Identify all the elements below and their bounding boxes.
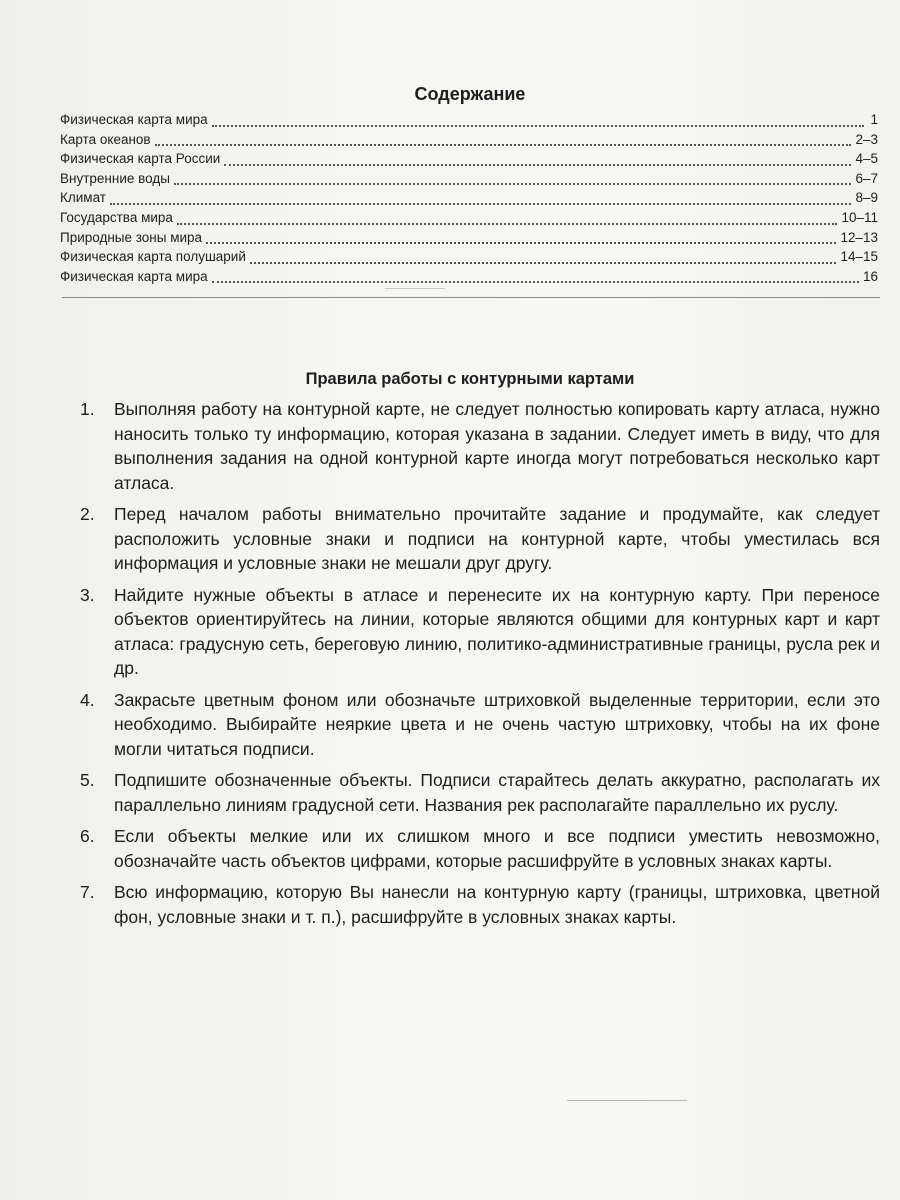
toc-item-page: 4–5: [855, 151, 878, 167]
rule-number: 6.: [80, 826, 95, 846]
toc-item-label: Физическая карта полушарий: [60, 249, 246, 265]
toc-item-page: 6–7: [855, 170, 878, 186]
rule-text: Перед началом работы внимательно прочитайте задание и продумайте, как следует расположить условные знаки и подписи на контурной карте, чтобы уместилась вся информация и условные знаки не мешали друг другу.: [114, 504, 880, 573]
toc-item-label: Физическая карта мира: [60, 268, 208, 284]
rule-text: Всю информацию, которую Вы нанесли на контурную карту (границы, штриховка, цветной фон, условные знаки и т. п.), расшифруйте в условных знаках карты.: [114, 882, 880, 927]
toc-leader-dots: [174, 183, 852, 185]
toc-row: [60, 249, 878, 269]
toc-leader-dots: [110, 203, 852, 205]
toc-title: Содержание: [414, 84, 526, 104]
toc-row: [60, 151, 878, 171]
rule-item: [80, 880, 880, 929]
toc-leader-dots: [224, 164, 851, 166]
toc-item-page: 1: [870, 112, 878, 127]
toc-row: [60, 190, 878, 210]
rule-text: Если объекты мелкие или их слишком много и все подписи уместить невозможно, обозначайте часть объектов цифрами, которые расшифруйте в условных знаках карты.: [114, 826, 880, 871]
rule-number: 4.: [80, 689, 95, 710]
toc-item-page: 16: [862, 268, 878, 284]
toc-item-label: Климат: [60, 190, 106, 206]
toc-leader-dots: [155, 144, 852, 146]
toc-item-label: Внутренние воды: [60, 170, 170, 186]
page-smudge: [385, 288, 445, 289]
toc-leader-dots: [212, 281, 859, 283]
rule-text: Выполняя работу на контурной карте, не следует полностью копировать карту атласа, нужно наносить только ту информацию, которая указана в задании. Следует иметь в виду, что для выполнения задания на одной контурной карте иногда могут потребоваться несколько карт атласа.: [114, 399, 880, 493]
rule-item: [80, 768, 880, 817]
toc-row: [60, 112, 878, 132]
toc-row: [60, 230, 878, 250]
rule-number: 1.: [80, 399, 95, 419]
toc-item-page: 10–11: [841, 209, 878, 225]
section-divider: [62, 297, 880, 298]
toc-leader-dots: [177, 223, 838, 225]
toc-item-label: Физическая карта России: [60, 151, 221, 167]
toc-item-page: 14–15: [840, 249, 878, 265]
toc-item-label: Физическая карта мира: [60, 112, 208, 127]
rule-text: Закрасьте цветным фоном или обозначьте штриховкой выделенные территории, если это необходимо. Выбирайте неяркие цвета и не очень частую штриховку, чтобы на их фоне могли читаться подписи.: [114, 689, 880, 759]
toc-row: [60, 171, 878, 191]
toc-item-page: 8–9: [855, 190, 878, 206]
toc-item-label: Государства мира: [60, 209, 173, 225]
rules-list: [80, 397, 880, 936]
rule-item: [80, 583, 880, 681]
page-smudge: [567, 1100, 687, 1101]
rule-item: [80, 502, 880, 576]
rule-item: [80, 824, 880, 873]
toc-row: [60, 210, 878, 230]
rule-text: Найдите нужные объекты в атласе и перенесите их на контурную карту. При переносе объектов ориентируйтесь на линии, которые являются общими для контурных карт и карт атласа: градусную сеть, береговую линию, политико-административные границы, русла рек и др.: [114, 584, 880, 678]
toc-item-page: 12–13: [840, 229, 878, 245]
rules-title: Правила работы с контурными картами: [305, 370, 635, 388]
rule-number: 2.: [80, 504, 95, 524]
rule-number: 3.: [80, 584, 95, 605]
toc-row: [60, 132, 878, 152]
toc-item-label: Природные зоны мира: [60, 229, 203, 245]
toc-item-page: 2–3: [855, 131, 878, 147]
toc-leader-dots: [212, 125, 864, 127]
rule-item: [80, 688, 880, 762]
rule-item: [80, 397, 880, 495]
toc-leader-dots: [250, 262, 837, 264]
rule-text: Подпишите обозначенные объекты. Подписи старайтесь делать аккуратно, располагать их параллельно линиям градусной сети. Названия рек располагайте параллельно их руслу.: [114, 770, 880, 815]
toc-item-label: Карта океанов: [60, 131, 151, 147]
toc-row: [60, 269, 878, 289]
toc-leader-dots: [206, 242, 836, 244]
rule-number: 7.: [80, 882, 95, 902]
table-of-contents: [60, 112, 878, 288]
rule-number: 5.: [80, 770, 95, 790]
